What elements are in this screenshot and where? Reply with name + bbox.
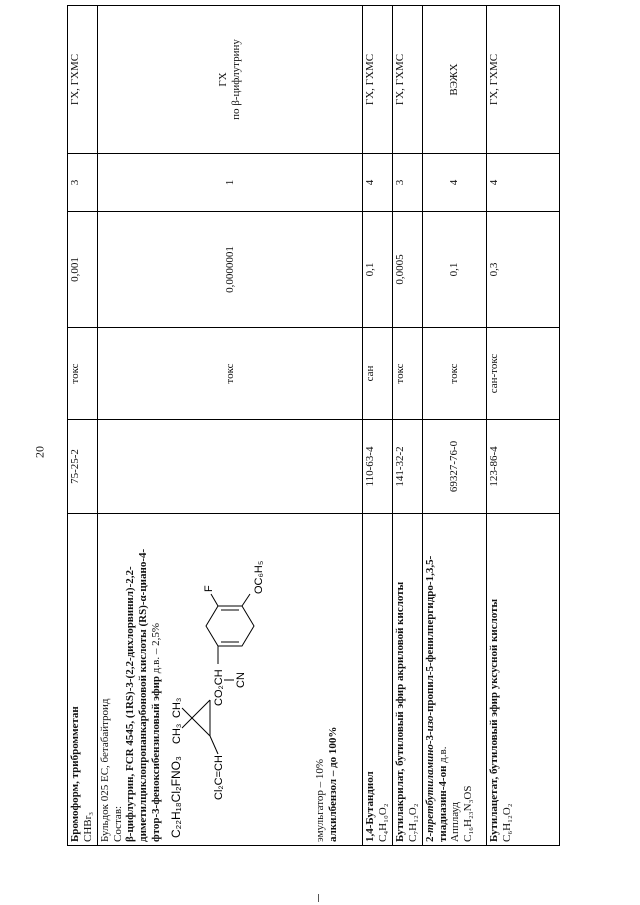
method-cell: ГХ, ГХМС [393,6,423,154]
table-row [487,6,560,846]
substance-name-cell [393,514,423,846]
phenoxy-group-label: OC₆H₅ [253,560,266,594]
substance-name: 2-третбутиламино-3-изо-пропил-5-фенилпергидро-1,3,5- [424,555,436,842]
bond-line [242,594,250,606]
substance-name-cell [68,514,98,846]
method-cell: ВЭЖХ [423,6,487,154]
molecular-formula: C₂₂H₁₈Cl₂FNO₃ [169,756,184,838]
substance-name: Бромоформ, трибромметан [69,706,81,842]
value-cell: 0,3 [487,212,560,328]
value-cell: 0,1 [363,212,393,328]
hazard-cell: токс [98,328,363,420]
value-cell: 0,0000001 [98,212,363,328]
substance-name-end: тиадиазин-4-он [436,765,449,842]
substance-name-cell [363,514,393,846]
page-number: 20 [32,446,47,458]
hazard-cell: токс [68,328,98,420]
bond-line [182,718,192,728]
methyl-group-label: CH₃ [171,723,184,744]
composition-label: Состав: [111,805,124,842]
hazard-cell: сан-токс [487,328,560,420]
table-row [423,6,487,846]
value-cell: 0,001 [68,212,98,328]
substance-formula: C₁₆H₂₃N₃OS [461,785,474,842]
benzene-ring [206,606,254,646]
bond-line [182,708,192,718]
substance-formula: C₇H₁₂O₂ [406,803,419,842]
scan-mark [318,894,319,902]
substance-name-cell [487,514,560,846]
table-row [363,6,393,846]
bond-line [210,736,218,754]
cas-cell: 110-63-4 [363,420,393,514]
cas-cell: 75-25-2 [68,420,98,514]
trade-name: Бульдок 025 ЕС, бетабайтроид [99,698,111,842]
hazard-cell: токс [423,328,487,420]
substance-name: Бутилакрилат, бутиловый эфир акриловой кислоты [394,581,406,842]
value-cell: 0,0005 [393,212,423,328]
method-cell: ГХ, ГХМС [487,6,560,154]
active-ingredient-mark: д.в. [436,746,449,763]
method-cell: ГХ, ГХМС [363,6,393,154]
active-ingredient-line: β-цифлутрин, FCR 4545, (1RS)-3-(2,2-дихлорвинил)-2,2- [124,566,137,842]
substance-name-cell [423,514,487,846]
bond-line [192,718,210,736]
table-row [98,6,363,846]
hazard-cell: токс [393,328,423,420]
class-cell: 4 [487,154,560,212]
class-cell: 3 [393,154,423,212]
cas-cell: 69327-76-0 [423,420,487,514]
substance-name: Бутилацетат, бутиловый эфир уксусной кислоты [488,598,500,842]
substance-name-cell [98,514,363,846]
method-main: ГХ [217,72,230,87]
ester-group-label: CO₂CH [213,669,226,706]
active-ingredient-share: д.в. – 2,5% [149,623,162,674]
method-cell [98,6,363,154]
substance-formula: CHBr₃ [81,811,94,842]
hazard-cell: сан [363,328,393,420]
substance-name: 1,4-Бутандиол [364,771,376,842]
substance-formula: C₄H₁₀O₂ [376,803,389,842]
bond-line [211,594,218,606]
cas-cell [98,420,363,514]
fluoro-group-label: F [203,585,216,592]
substance-formula: C₆H₁₂O₂ [500,803,513,842]
class-cell: 3 [68,154,98,212]
table-row [393,6,423,846]
emulsifier-share: эмульгатор – 10% [314,758,327,842]
vinyl-group-label: Cl₂C=CH [213,755,226,800]
active-ingredient-line: диметилциклопропанкарбоновой кислоты (RS)-α-циано-4- [136,548,149,842]
trade-name: Апплауд [449,802,462,842]
rotated-table-container [67,6,559,846]
cas-cell: 123-86-4 [487,420,560,514]
value-cell: 0,1 [423,212,487,328]
class-cell: 4 [363,154,393,212]
cas-cell: 141-32-2 [393,420,423,514]
substances-table [67,5,560,846]
methyl-group-label: CH₃ [171,697,184,718]
cyano-group-label: CN [235,672,248,688]
active-ingredient-line: фтор-3-феноксибензиловый эфир [149,675,162,842]
bond-line [192,700,210,718]
structural-formula [164,540,314,840]
class-cell: 4 [423,154,487,212]
method-cell: ГХ, ГХМС [68,6,98,154]
class-cell: 1 [98,154,363,212]
table-row [68,6,98,846]
method-note: по β-цифлутрину [230,39,242,120]
solvent-share: алкилбензол – до 100% [326,726,339,842]
